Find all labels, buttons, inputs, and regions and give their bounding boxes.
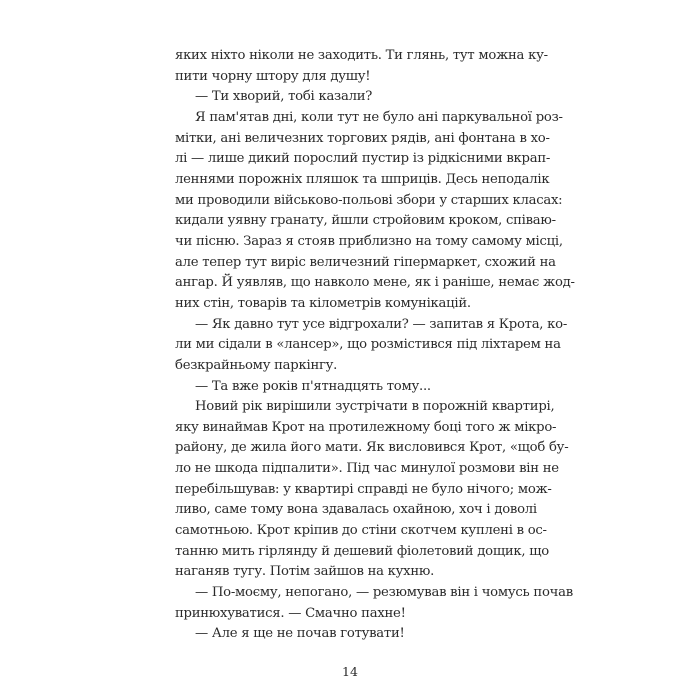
text-line: ливо, саме тому вона здавалась охайною, хоч і доволі <box>175 502 537 518</box>
text-line: принюхуватися. — Смачно пахне! <box>175 605 406 621</box>
text-line: Новий рік вирішили зустрічати в порожній квартирі, <box>195 399 555 415</box>
text-line: ли ми сідали в «лансер», що розмістився під ліхтарем на <box>175 337 561 353</box>
text-line: самотньою. Крот кріпив до стіни скотчем куплені в ос- <box>175 523 547 539</box>
text-line: району, де жила його мати. Як висловився Крот, «щоб бу- <box>175 440 569 456</box>
text-line: — Ти хворий, тобі казали? <box>195 89 373 105</box>
text-line: перебільшував: у квартирі справді не було нічого; мож- <box>175 481 552 497</box>
text-line: Я пам'ятав дні, коли тут не було ані паркувальної роз- <box>195 109 563 125</box>
body-text <box>175 46 575 645</box>
text-line: ло не шкода підпалити». Під час минулої розмови він не <box>175 461 559 477</box>
text-line: — Але я ще не почав готувати! <box>195 626 405 642</box>
text-line: — Та вже років п'ятнадцять тому... <box>195 378 431 394</box>
text-line: чи пісню. Зараз я стояв приблизно на тому самому місці, <box>175 233 563 249</box>
text-line: наганяв тугу. Потім зайшов на кухню. <box>175 564 435 580</box>
text-line: — Як давно тут усе відгрохали? — запитав я Крота, ко- <box>195 316 568 332</box>
text-line: мітки, ані величезних торгових рядів, ані фонтана в хо- <box>175 130 550 146</box>
text-line: кидали уявну гранату, йшли стройовим кроком, співаю- <box>175 213 556 229</box>
text-line: пити чорну штору для душу! <box>175 68 371 84</box>
text-line: танню мить гірлянду й дешевий фіолетовий дощик, що <box>175 543 549 559</box>
text-line: лі — лише дикий порослий пустир із рідкісними вкрап- <box>175 151 551 167</box>
text-line: яких ніхто ніколи не заходить. Ти глянь, тут можна ку- <box>175 48 548 63</box>
text-line: леннями порожніх пляшок та шприців. Десь неподалік <box>175 171 550 187</box>
text-line: яку винаймав Крот на протилежному боці того ж мікро- <box>175 419 557 435</box>
text-line: ми проводили військово-польові збори у старших класах: <box>175 192 563 208</box>
text-line: але тепер тут виріс величезний гіпермаркет, схожий на <box>175 254 556 270</box>
text-line: безкрайньому паркінгу. <box>175 357 338 373</box>
text-line: — По-моєму, непогано, — резюмував він і чомусь почав <box>195 585 573 601</box>
page-number: 14 <box>342 664 358 679</box>
text-line: ангар. Й уявляв, що навколо мене, як і раніше, немає жод- <box>175 275 575 291</box>
text-line: них стін, товарів та кілометрів комунікацій. <box>175 295 471 311</box>
